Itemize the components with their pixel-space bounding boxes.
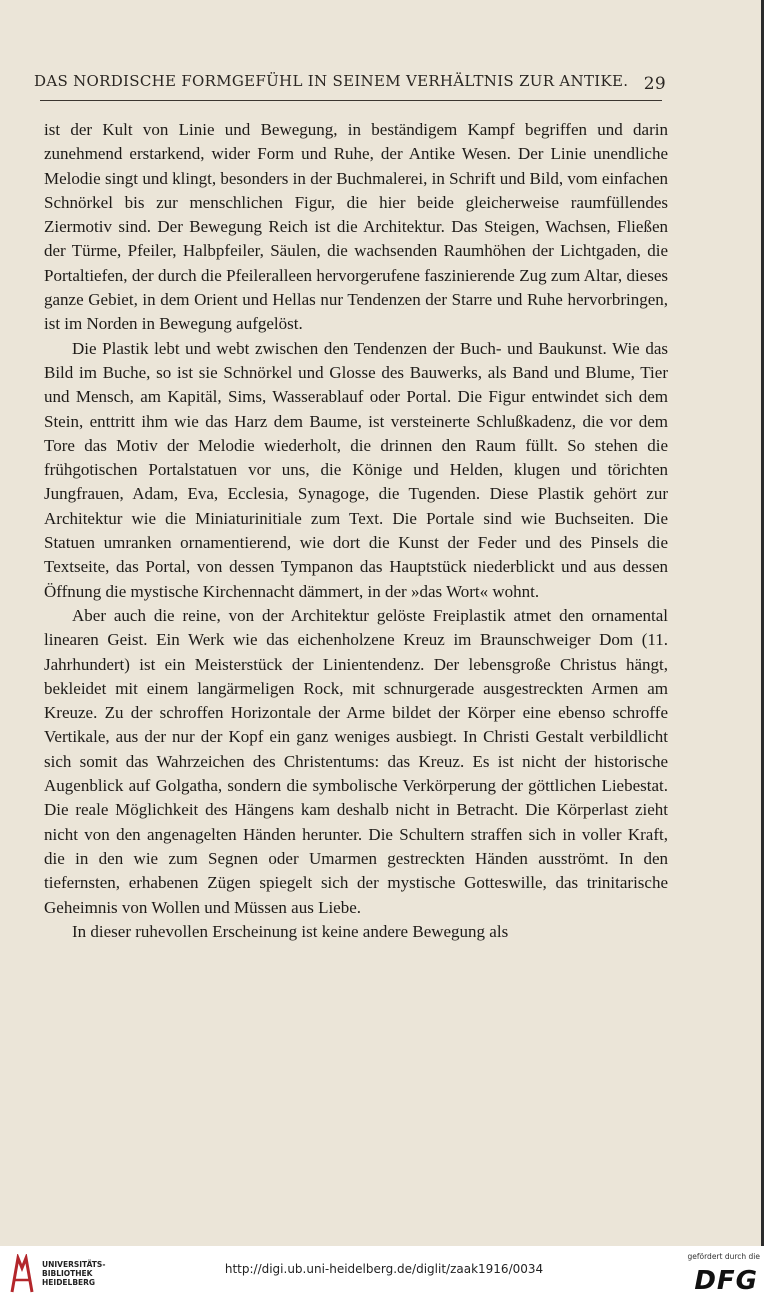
footer-bar <box>0 1248 768 1302</box>
funded-by-label: gefördert durch die <box>687 1252 760 1261</box>
paragraph: Die Plastik lebt und webt zwischen den Tendenzen der Buch- und Baukunst. Wie das Bild im Buche, so ist sie Schnörkel und Glosse des Bauwerks, als Band und Blume, Tier und Mensch, am Kapitäl, Sims, Wasserablauf oder Portal. Die Figur entwindet sich dem Stein, enttritt ihm wie das Harz dem Baume, ist versteinerte Schlußkadenz, die vor dem Tore das Motiv der Melodie wiederholt, die drinnen den Raum füllt. So stehen die frühgotischen Portalstatuen vor uns, die Könige und Helden, klugen und törichten Jungfrauen, Adam, Eva, Ecclesia, Synagoge, die Tugenden. Diese Plastik gehört zur Architektur wie die Miniaturinitiale zum Text. Die Portale sind wie Buchseiten. Die Statuen umranken ornamentierend, wie dort die Kunst der Feder und des Pinsels die Textseite, das Portal, von dessen Tympanon das Hauptstück niederblickt und aus dessen Öffnung die mystische Kirchennacht dämmert, in der »das Wort« wohnt. <box>44 338 668 601</box>
paragraph: ist der Kult von Linie und Bewegung, in beständigem Kampf begriffen und darin zunehmend erstarkend, wider Form und Ruhe, der Antike Wesen. Der Linie unendliche Melodie singt und klingt, besonders in der Buchmalerei, in Schrift und Bild, vom einfachen Schnörkel bis zur menschlichen Figur, die hier beide gleicherweise raumfüllendes Ziermotiv sind. Der Bewegung Reich ist die Architektur. Das Steigen, Wachsen, Fließen der Türme, Pfeiler, Halbpfeiler, Säulen, die wachsenden Raumhöhen der Lichtgaden, die Portaltiefen, der durch die Pfeileralleen hervorgerufene faszinierende Zug zum Altar, dieses ganze Gebiet, in dem Orient und Hellas nur Tendenzen der Starre und Ruhe hervorbringen, ist im Norden in Bewegung aufgelöst. <box>44 120 668 334</box>
institution-line: BIBLIOTHEK <box>42 1269 93 1278</box>
paragraph: In dieser ruhevollen Erscheinung ist keine andere Bewegung als <box>72 921 509 941</box>
dfg-logo: DFG <box>694 1266 758 1296</box>
source-url-link[interactable]: http://digi.ub.uni-heidelberg.de/diglit/zaak1916/0034 <box>224 1262 544 1276</box>
running-title: DAS NORDISCHE FORMGEFÜHL IN SEINEM VERHÄLTNIS ZUR ANTIKE. <box>34 72 629 90</box>
institution-line: HEIDELBERG <box>42 1278 96 1287</box>
header-rule <box>40 100 662 101</box>
page-number: 29 <box>643 74 666 94</box>
body-text <box>44 118 668 944</box>
institution-line: UNIVERSITÄTS- <box>42 1260 106 1269</box>
paragraph: Aber auch die reine, von der Architektur gelöste Freiplastik atmet den ornamental linearen Geist. Ein Werk wie das eichenholzene Kreuz im Braunschweiger Dom (11. Jahrhundert) ist ein Meisterstück der Linientendenz. Der lebensgroße Christus hängt, bekleidet mit einem langärmeligen Rock, mit schnurgerade ausgestreckten Armen am Kreuze. Zu der schroffen Horizontale der Arme bildet der Körper eine ebenso schroffe Vertikale, aus der nur der Kopf ein ganz weniges ausbiegt. In Christi Gestalt verbildlicht sich somit das Wahrzeichen des Christentums: das Kreuz. Es ist nicht der historische Augenblick auf Golgatha, sondern die symbolische Verkörperung der göttlichen Liebestat. Die reale Möglichkeit des Hängens kam deshalb nicht in Betracht. Die Körperlast zieht nicht von den angenagelten Händen herunter. Die Schultern straffen sich in voller Kraft, die in den wie zum Segnen oder Umarmen gestreckten Händen ausströmt. In den tiefernsten, erhabenen Zügen spiegelt sich der mystische Gotteswille, das trinitarische Geheimnis von Wollen und Müssen aus Liebe. <box>44 605 668 917</box>
running-header <box>34 72 666 96</box>
